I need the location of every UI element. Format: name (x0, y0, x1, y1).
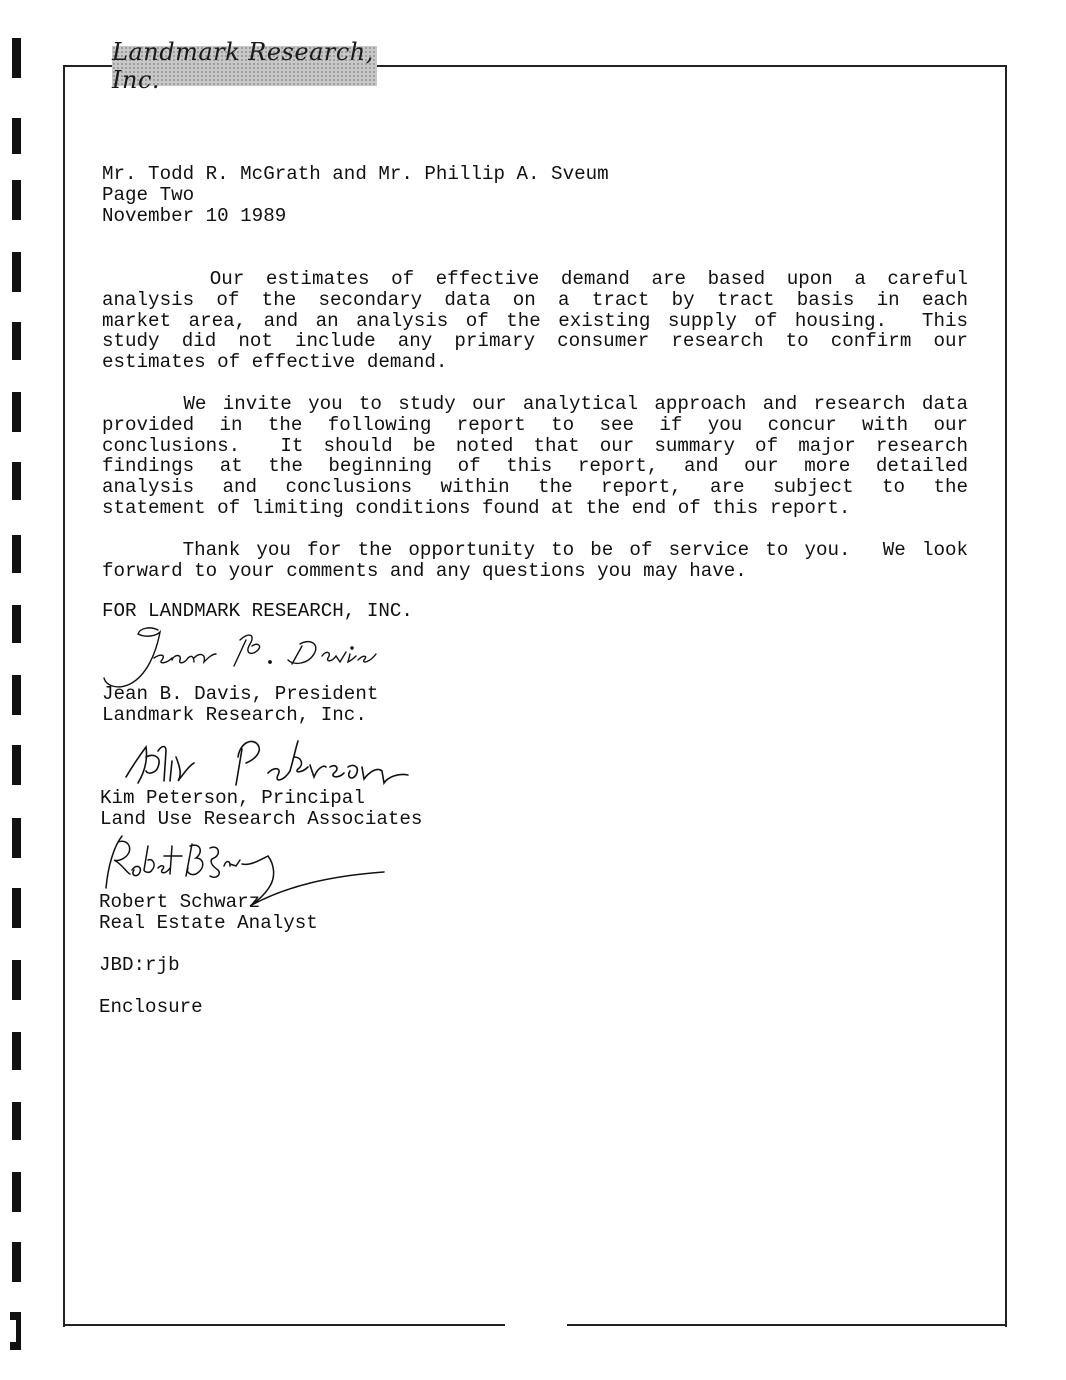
signature-kim-peterson (118, 727, 418, 792)
signatory-1-name: Jean B. Davis, President (102, 683, 379, 705)
letterhead-logo (112, 38, 377, 94)
signatory-3-name: Robert Schwarz (99, 891, 261, 913)
paragraph-1-line-5: estimates of effective demand. (102, 351, 448, 373)
paragraph-1-line-1: Our estimates of effective demand are based upon a careful (102, 268, 968, 290)
enclosure-note: Enclosure (99, 996, 203, 1018)
frame-bottom-right (567, 1324, 1005, 1326)
paragraph-3-line-1: Thank you for the opportunity to be of service to you. We look (102, 539, 968, 561)
letterhead-company: Landmark Research, Inc. (112, 38, 374, 94)
signatory-3-org: Real Estate Analyst (99, 912, 318, 934)
closing-line: FOR LANDMARK RESEARCH, INC. (102, 600, 413, 622)
recipients-line: Mr. Todd R. McGrath and Mr. Phillip A. Sveum (102, 163, 609, 185)
paragraph-2-line-4: findings at the beginning of this report, and our more detailed (102, 455, 968, 477)
paragraph-1-line-3: market area, and an analysis of the existing supply of housing. This (102, 310, 968, 332)
paragraph-3-line-2: forward to your comments and any questions you may have. (102, 560, 747, 582)
paragraph-1-line-4: study did not include any primary consumer research to confirm our (102, 330, 968, 352)
paragraph-2-line-1: We invite you to study our analytical approach and research data (102, 393, 968, 415)
paragraph-1-line-2: analysis of the secondary data on a tract by tract basis in each (102, 289, 968, 311)
paragraph-2-line-2: provided in the following report to see if you concur with our (102, 414, 968, 436)
signatory-2-org: Land Use Research Associates (100, 808, 423, 830)
paragraph-2-line-5: analysis and conclusions within the report, are subject to the (102, 476, 968, 498)
paragraph-2-line-3: conclusions. It should be noted that our summary of major research (102, 435, 968, 457)
page-number-line: Page Two (102, 184, 195, 206)
date-line: November 10 1989 (102, 205, 287, 227)
reference-initials: JBD:rjb (99, 954, 180, 976)
paragraph-2-line-6: statement of limiting conditions found at the end of this report. (102, 497, 851, 519)
signatory-2-name: Kim Peterson, Principal (100, 787, 365, 809)
frame-bottom-left (63, 1324, 505, 1326)
signatory-1-org: Landmark Research, Inc. (102, 704, 367, 726)
binder-marks (8, 30, 28, 1360)
